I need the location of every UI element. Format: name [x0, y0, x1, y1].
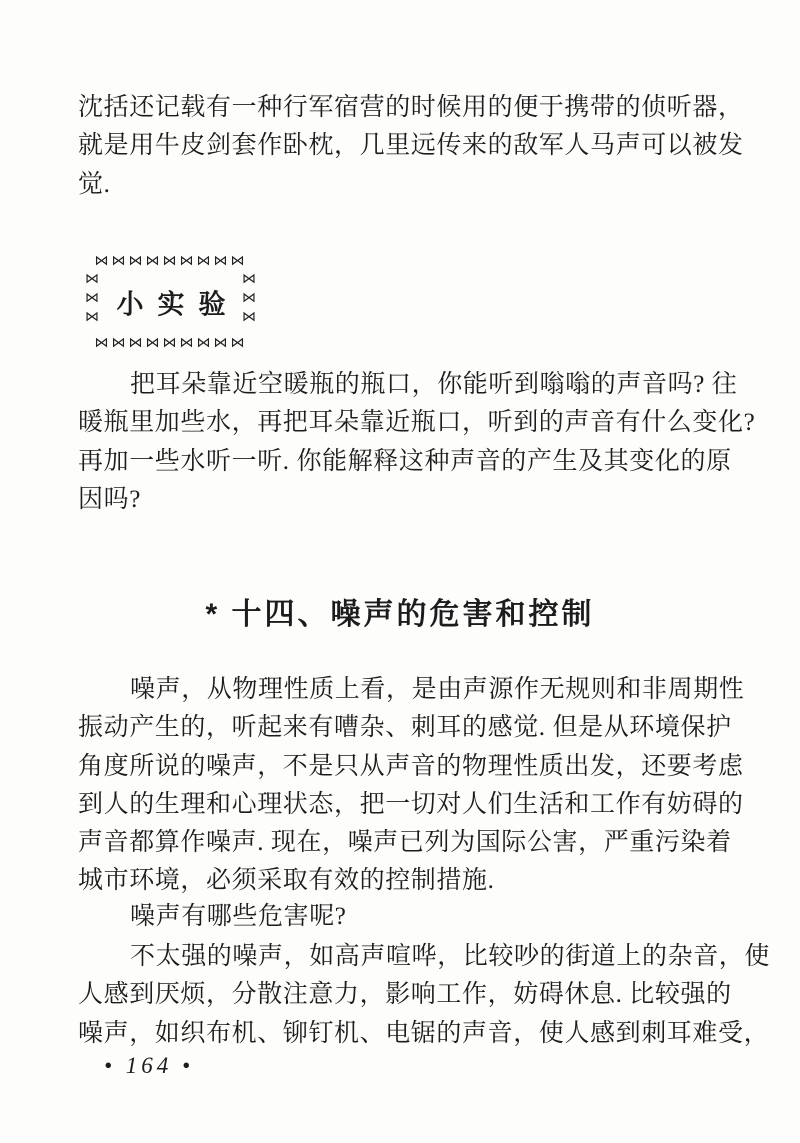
experiment-box [85, 256, 257, 348]
box-ornamental-border-right: ⋈⋈⋈ [242, 271, 256, 325]
text-line: 到人的生理和心理状态，把一切对人们生活和工作有妨碍的 [78, 790, 744, 818]
text-line: 噪声，如织布机、铆钉机、电锯的声音，使人感到刺耳难受， [78, 1019, 770, 1047]
paragraph-noise-definition [78, 671, 750, 901]
text-line: 振动产生的，听起来有嘈杂、刺耳的感觉. 但是从环境保护 [78, 714, 732, 742]
text-line: 暖瓶里加些水，再把耳朵靠近瓶口，听到的声音有什么变化? [78, 409, 756, 437]
section-heading: * 十四、噪声的危害和控制 [205, 598, 595, 631]
text-line: 角度所说的噪声，不是只从声音的物理性质出发，还要考虑 [78, 752, 744, 780]
text-line: 就是用牛皮剑套作卧枕，几里远传来的敌军人马声可以被发 [78, 132, 744, 160]
text-line: 不太强的噪声，如高声喧哗，比较吵的街道上的杂音，使 [130, 943, 771, 970]
experiment-box-title: 小实验 [116, 289, 240, 320]
paragraph-noise-harm [78, 938, 771, 1053]
text-line: 噪声，从物理性质上看，是由声源作无规则和非周期性 [130, 676, 745, 703]
text-line: 因吗? [78, 485, 141, 513]
text-line: 人感到厌烦，分散注意力，影响工作，妨碍休息. 比较强的 [78, 981, 732, 1009]
text-line: 觉. [78, 170, 111, 198]
text-line: 把耳朵靠近空暖瓶的瓶口，你能听到嗡嗡的声音吗? 往 [130, 371, 738, 398]
box-ornamental-border-left: ⋈⋈⋈ [85, 271, 99, 325]
text-line: 城市环境，必须采取有效的控制措施. [78, 867, 495, 895]
paragraph-continuation [78, 89, 750, 204]
text-line: 声音都算作噪声. 现在，噪声已列为国际公害，严重污染着 [78, 829, 732, 857]
page-number: • 164 • [104, 1053, 195, 1078]
text-line: 再加一些水听一听. 你能解释这种声音的产生及其变化的原 [78, 447, 732, 475]
paragraph-question [78, 898, 750, 936]
paragraph-experiment [78, 366, 756, 519]
box-ornamental-border-top: ⋈⋈⋈⋈⋈⋈⋈⋈⋈ [94, 254, 248, 268]
text-line: 噪声有哪些危害呢? [130, 903, 347, 930]
text-line: 沈括还记载有一种行军宿营的时候用的便于携带的侦听器， [78, 94, 744, 121]
box-ornamental-border-bottom: ⋈⋈⋈⋈⋈⋈⋈⋈⋈ [94, 336, 248, 350]
